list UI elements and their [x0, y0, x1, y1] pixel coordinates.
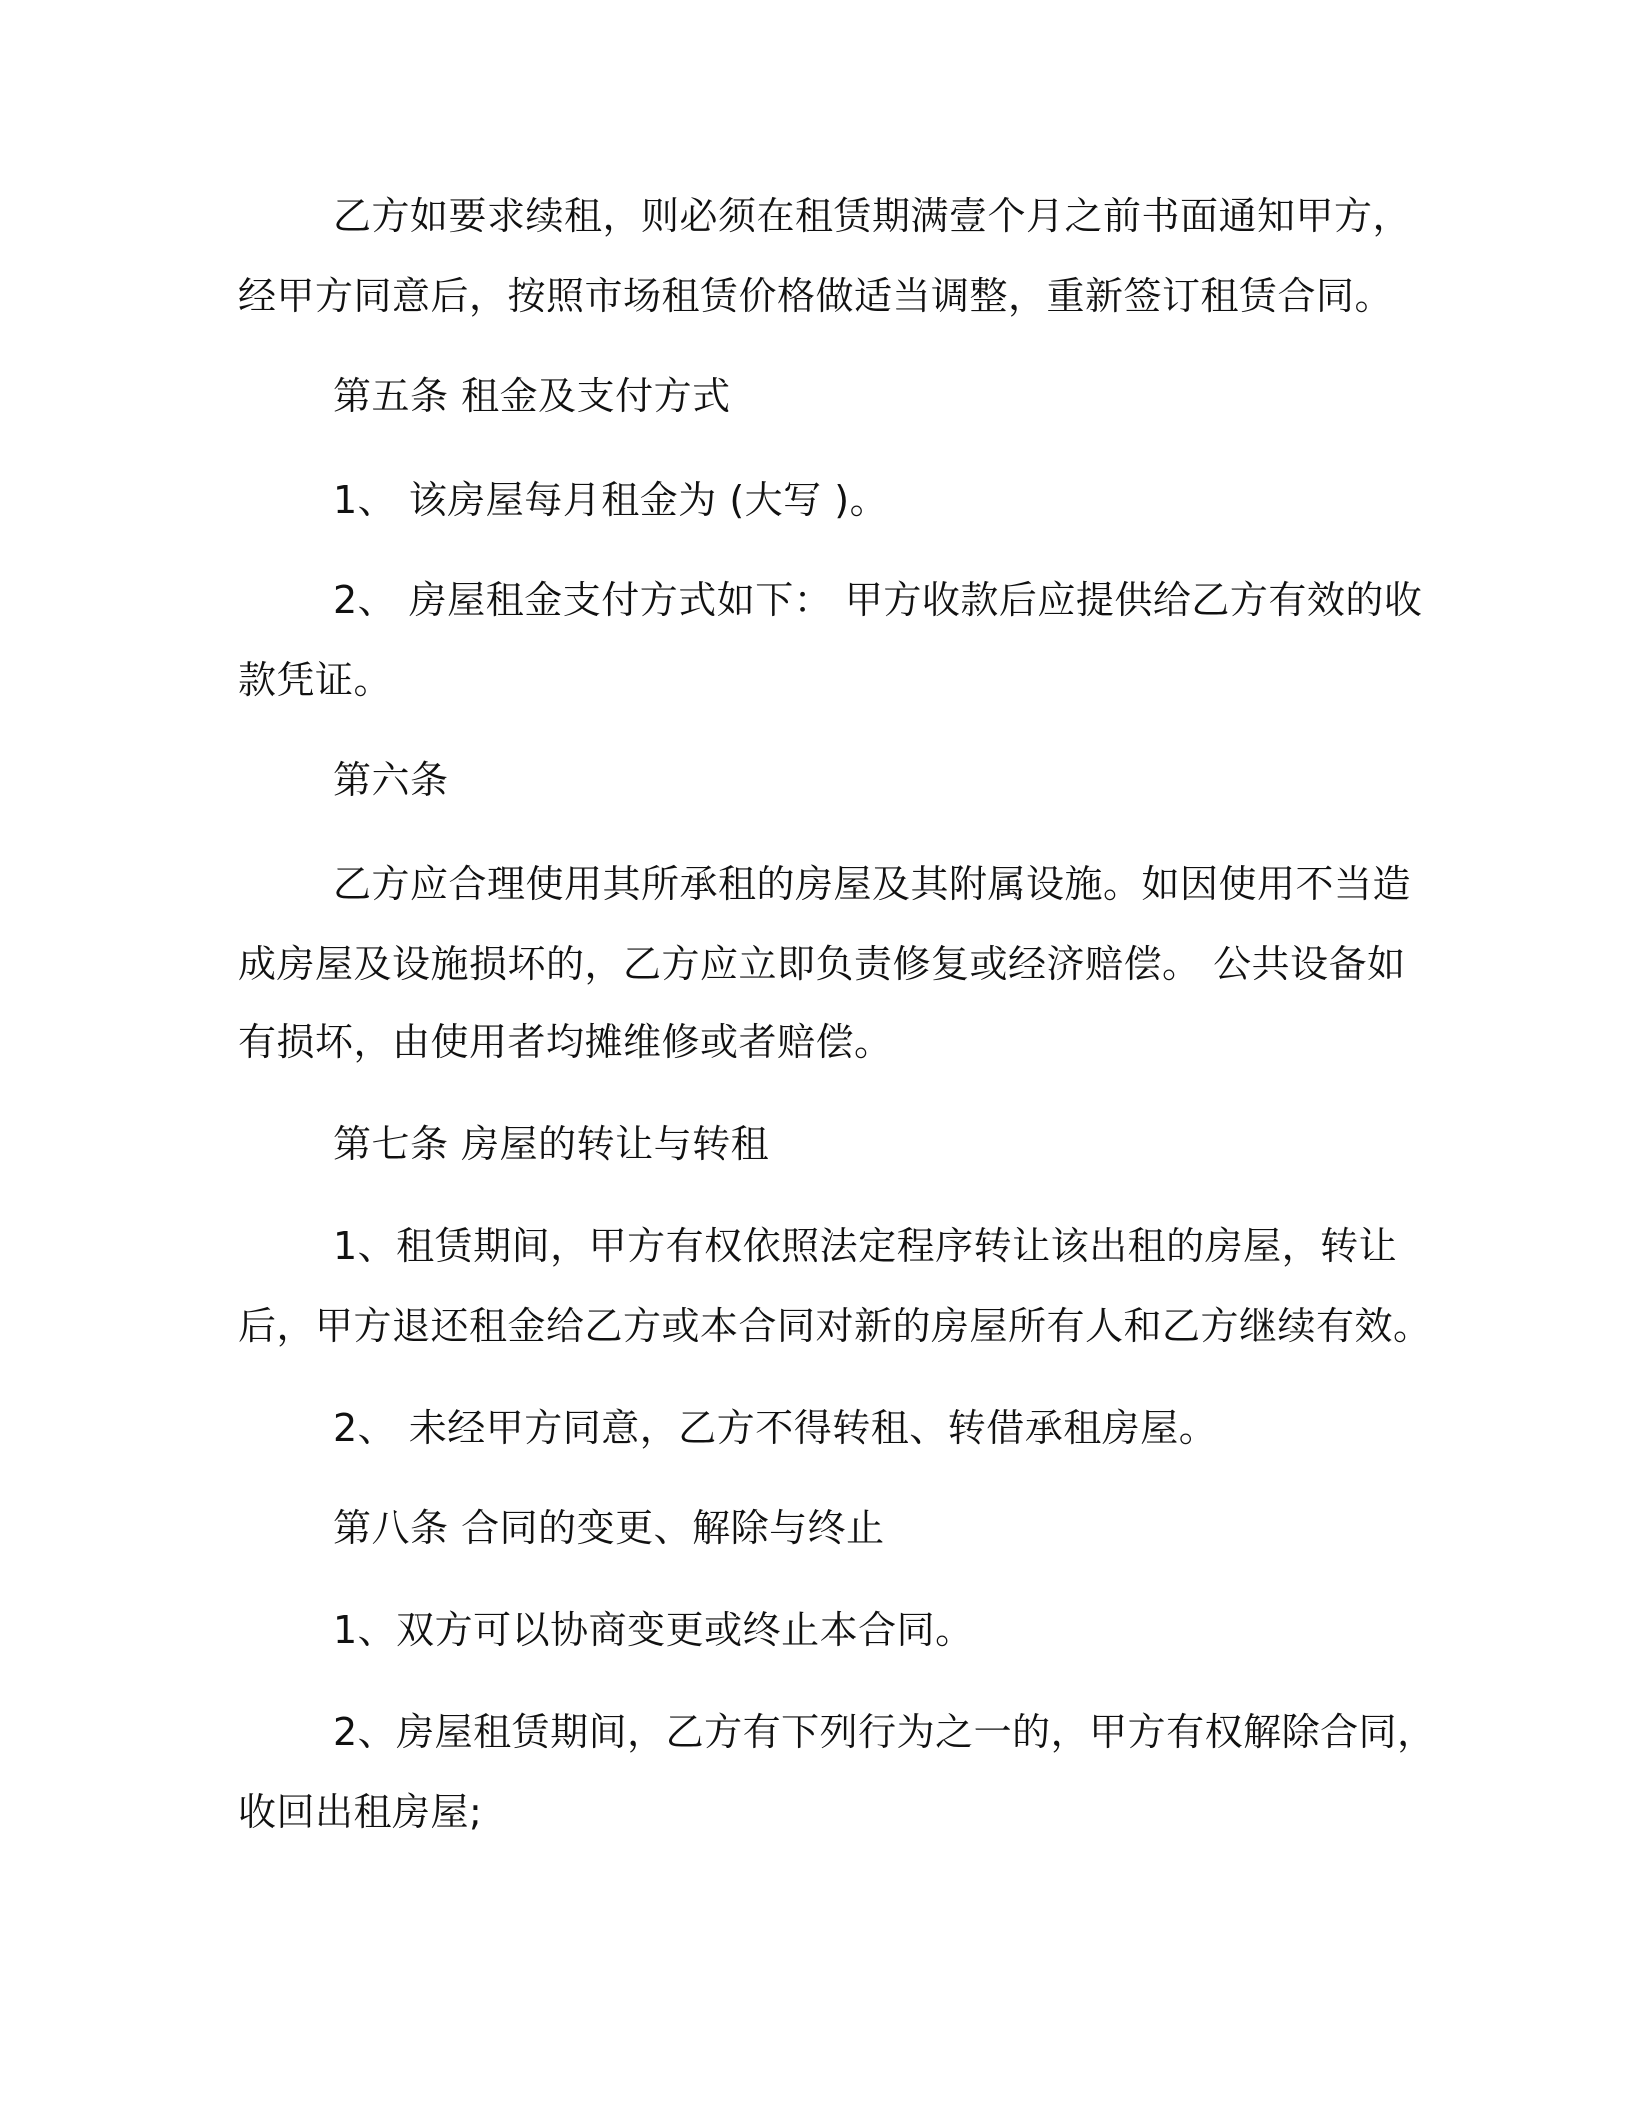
article-8-item-2-line-2: 收回出租房屋; — [238, 1790, 483, 1834]
article-7-item-2: 2、 未经甲方同意，乙方不得转租、转借承租房屋。 — [333, 1406, 1218, 1450]
paragraph-renewal-line-1: 乙方如要求续租，则必须在租赁期满壹个月之前书面通知甲方， — [333, 194, 1412, 238]
article-6-text-line-2: 成房屋及设施损坏的，乙方应立即负责修复或经济赔偿。 公共设备如 — [238, 942, 1406, 986]
article-5-heading: 第五条 租金及支付方式 — [333, 374, 731, 418]
article-6-heading: 第六条 — [333, 758, 449, 802]
paragraph-renewal-line-2: 经甲方同意后，按照市场租赁价格做适当调整，重新签订租赁合同。 — [238, 274, 1394, 318]
article-6-text-line-3: 有损坏，由使用者均摊维修或者赔偿。 — [238, 1020, 893, 1064]
article-8-item-2-line-1: 2、房屋租赁期间，乙方有下列行为之一的，甲方有权解除合同， — [333, 1710, 1436, 1754]
article-8-heading: 第八条 合同的变更、解除与终止 — [333, 1506, 885, 1550]
article-8-item-1: 1、双方可以协商变更或终止本合同。 — [333, 1608, 974, 1652]
article-7-heading: 第七条 房屋的转让与转租 — [333, 1122, 770, 1166]
article-6-text-line-1: 乙方应合理使用其所承租的房屋及其附属设施。如因使用不当造 — [333, 862, 1412, 906]
article-5-item-2-line-2: 款凭证。 — [238, 658, 393, 702]
article-5-item-1: 1、 该房屋每月租金为 (大写 )。 — [333, 478, 889, 522]
article-7-item-1-line-2: 后，甲方退还租金给乙方或本合同对新的房屋所有人和乙方继续有效。 — [238, 1304, 1432, 1348]
article-7-item-1-line-1: 1、租赁期间，甲方有权依照法定程序转让该出租的房屋，转让 — [333, 1224, 1398, 1268]
article-5-item-2-line-1: 2、 房屋租金支付方式如下： 甲方收款后应提供给乙方有效的收 — [333, 578, 1423, 622]
